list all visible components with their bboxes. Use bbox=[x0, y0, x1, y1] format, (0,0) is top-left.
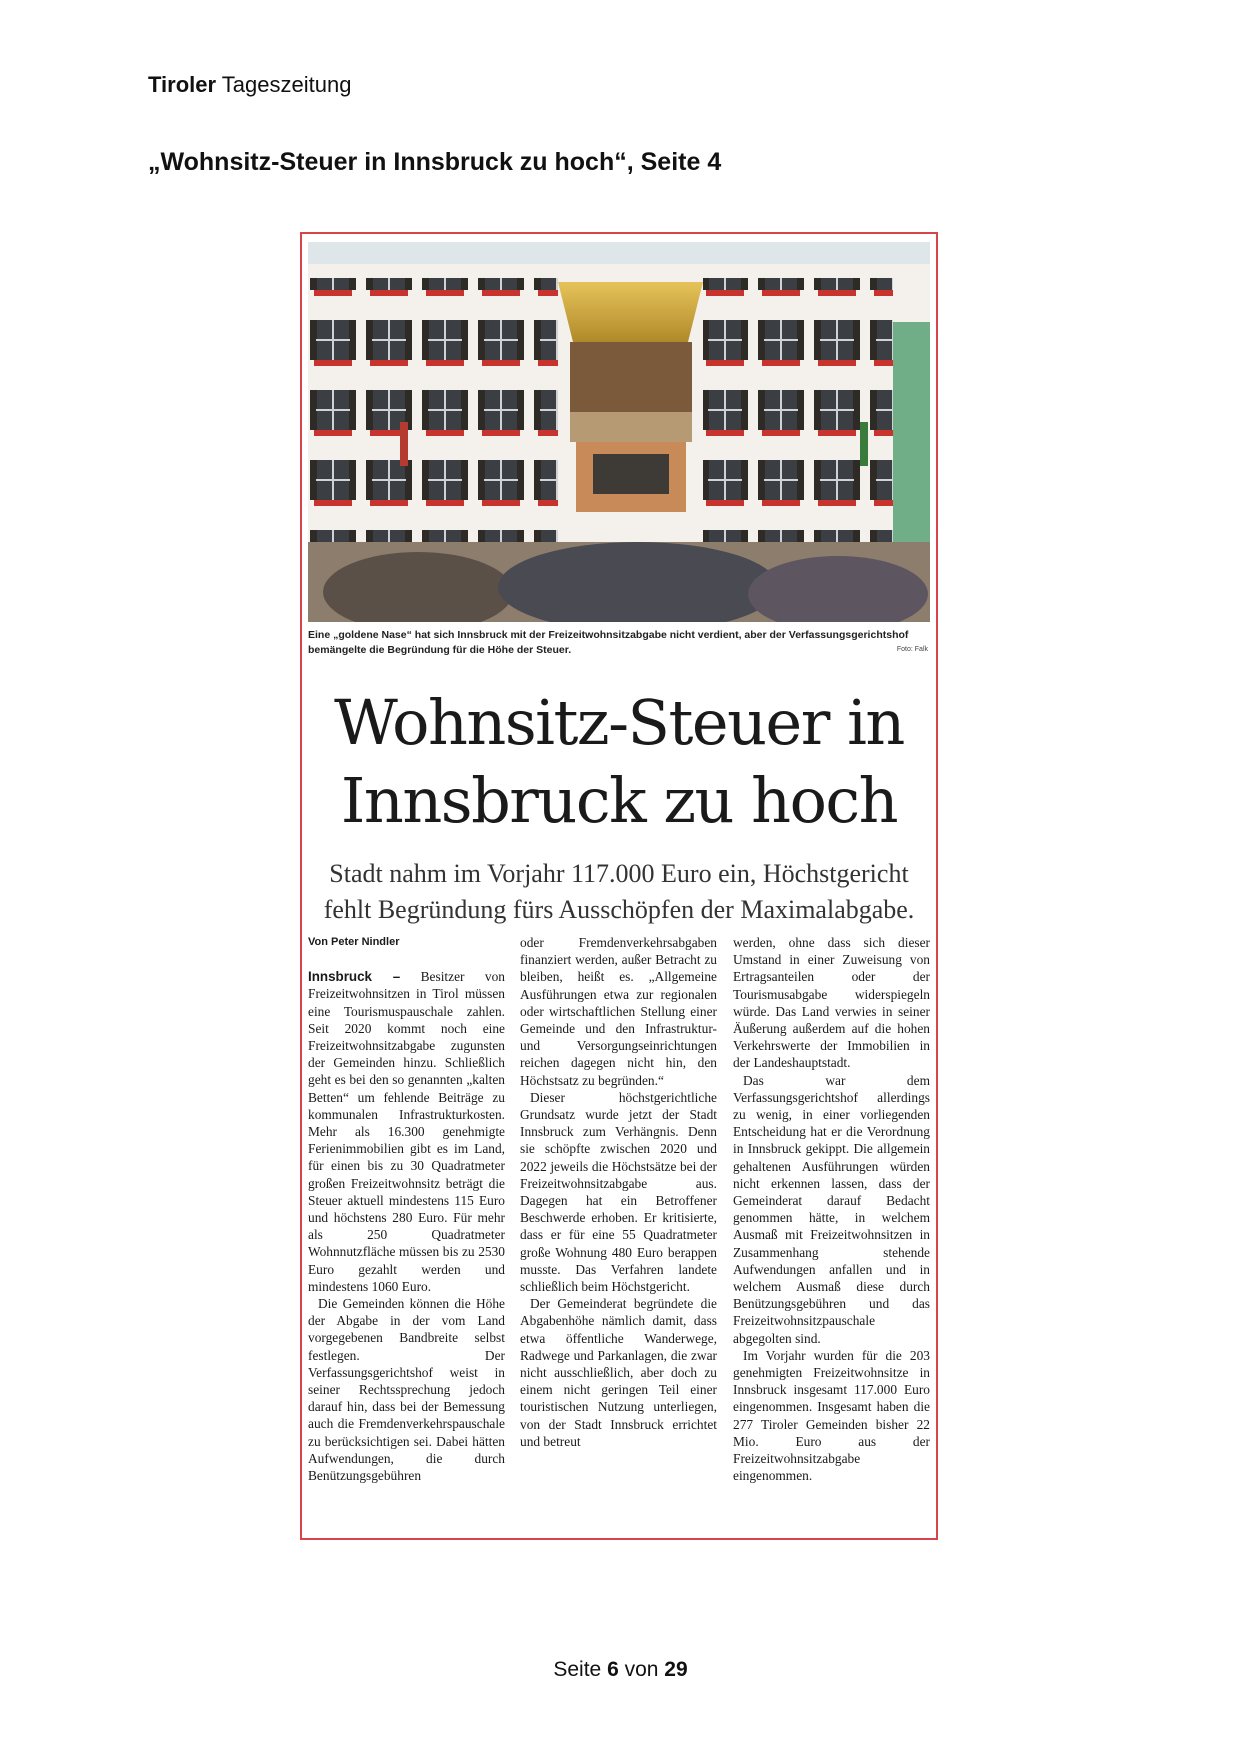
page-of: von bbox=[624, 1658, 659, 1681]
article-subtitle-line-2: fehlt Begründung fürs Ausschöpfen der Maximalabgabe. bbox=[323, 895, 915, 924]
paragraph-text: Besitzer von Freizeitwohnsitzen in Tirol müssen eine Tourismuspauschale zahlen. Seit 2020 kommt noch eine Freizeitwohnsitzabgabe zugunsten der Gemeinden hinzu. Schließlich geht es bei den so genannten „kalten Betten“ um fehlende Beiträge zu kommunalen Infrastrukturkosten. Mehr als 16.300 genehmigte Ferienimmobilien gibt es im Land, für einen bis zu 30 Quadratmeter großen Freizeitwohnsitz beträgt die Steuer aktuell mindestens 115 Euro und höchstens 280 Euro. Für mehr als 250 Quadratmeter Wohnnutzfläche müssen bis zu 2530 Euro gezahlt werden und mindestens 1060 Euro. bbox=[308, 969, 505, 1294]
article-paragraph bbox=[308, 968, 505, 1295]
dateline: Innsbruck – bbox=[308, 969, 401, 985]
article-paragraph: Das war dem Verfassungsgerichtshof allerdings zu wenig, in einer vorliegenden Entscheidung hat er die Verordnung in Innsbruck gekippt. Die allgemein gehaltenen Ausführungen würden nicht erkennen lassen, dass der Gemeinderat darauf Bedacht genommen hätte, in welchem Ausmaß mit Freizeitwohnsitzen in Zusammenhang stehende Aufwendungen anfallen und in welchem Ausmaß diese durch Benützungsgebühren und das Freizeitwohnsitzpauschale abgegolten sind. bbox=[733, 1072, 930, 1346]
article-title bbox=[308, 684, 930, 840]
article-subtitle-line-1: Stadt nahm im Vorjahr 117.000 Euro ein, Höchstgericht bbox=[329, 859, 909, 888]
photo-credit: Foto: Falk bbox=[896, 646, 928, 653]
press-review-headline: „Wohnsitz-Steuer in Innsbruck zu hoch“, Seite 4 bbox=[148, 148, 722, 176]
article-paragraph: Der Gemeinderat begründete die Abgabenhöhe nämlich damit, dass etwa öffentliche Wanderwege, Radwege und Parkanlagen, die zwar nicht ausschließlich, aber doch zu einem nicht geringen Teil einer touristischen Nutzung unterliegen, von der Stadt Innsbruck errichtet und betreut bbox=[520, 1296, 717, 1449]
article-body bbox=[308, 934, 930, 1534]
golden-roof-building-image bbox=[308, 242, 930, 622]
article-column-2 bbox=[520, 934, 717, 1534]
page-number bbox=[0, 1658, 1241, 1682]
publication-name-rest: Tageszeitung bbox=[221, 72, 352, 97]
article-photo bbox=[308, 242, 930, 622]
page-total: 29 bbox=[664, 1658, 688, 1681]
article-column-3 bbox=[733, 934, 930, 1534]
article-title-line-1: Wohnsitz-Steuer in bbox=[334, 686, 904, 759]
article-paragraph: oder Fremdenverkehrsabgaben finanziert werden, außer Betracht zu bleiben, heißt es. „Allgemeine Ausführungen etwa zur regionalen oder wirtschaftlichen Stellung einer Gemeinde und den Infrastruktur- und Versorgungseinrichtungen reichen dagegen nicht hin, den Höchstsatz zu begründen.“ bbox=[520, 935, 717, 1088]
article-title-line-2: Innsbruck zu hoch bbox=[340, 764, 898, 837]
article-paragraph: Im Vorjahr wurden für die 203 genehmigten Freizeitwohnsitze in Innsbruck insgesamt 117.000 Euro eingenommen. Insgesamt haben die 277 Tiroler Gemeinden bisher 22 Mio. Euro aus der Freizeitwohnsitzabgabe eingenommen. bbox=[733, 1347, 930, 1484]
article-paragraph: werden, ohne dass sich dieser Umstand in einer Zuweisung von Ertragsanteilen oder der Tourismusabgabe widerspiegeln würde. Das Land verwies in seiner Äußerung außerdem auf die hohen Verkehrswerte der Immobilien in der Landeshauptstadt. bbox=[733, 935, 930, 1071]
newspaper-clipping bbox=[300, 232, 938, 1540]
publication-name bbox=[148, 72, 351, 98]
article-paragraph: Dieser höchstgerichtliche Grundsatz wurde jetzt der Stadt Innsbruck zum Verhängnis. Denn sie schöpfte zwischen 2020 und 2022 jeweils die Höchstsätze bei der Freizeitwohnsitzabgabe aus. Dagegen hat ein Betroffener Beschwerde erhoben. Er kritisierte, dass er für eine 55 Quadratmeter große Wohnung 480 Euro berappen musste. Das Verfahren landete schließlich beim Höchstgericht. bbox=[520, 1089, 717, 1295]
article-subtitle bbox=[308, 856, 930, 928]
publication-name-bold: Tiroler bbox=[148, 72, 217, 97]
byline: Von Peter Nindler bbox=[308, 936, 400, 948]
page-word: Seite bbox=[553, 1658, 602, 1681]
page-current: 6 bbox=[607, 1658, 619, 1681]
photo-caption: Eine „goldene Nase“ hat sich Innsbruck mit der Freizeitwohnsitzabgabe nicht verdient, aber der Verfassungsgerichtshof bemängelte die Begründung für die Höhe der Steuer. bbox=[308, 629, 909, 656]
article-paragraph: Die Gemeinden können die Höhe der Abgabe in der vom Land vorgegebenen Bandbreite selbst festlegen. Der Verfassungsgerichtshof weist in seiner Rechtssprechung jedoch darauf hin, dass bei der Bemessung auch die Fremdenverkehrspauschale zu berücksichtigen sei. Dabei hätten Aufwendungen, die durch Benützungsgebühren bbox=[308, 1296, 505, 1484]
article-column-1 bbox=[308, 934, 505, 1534]
